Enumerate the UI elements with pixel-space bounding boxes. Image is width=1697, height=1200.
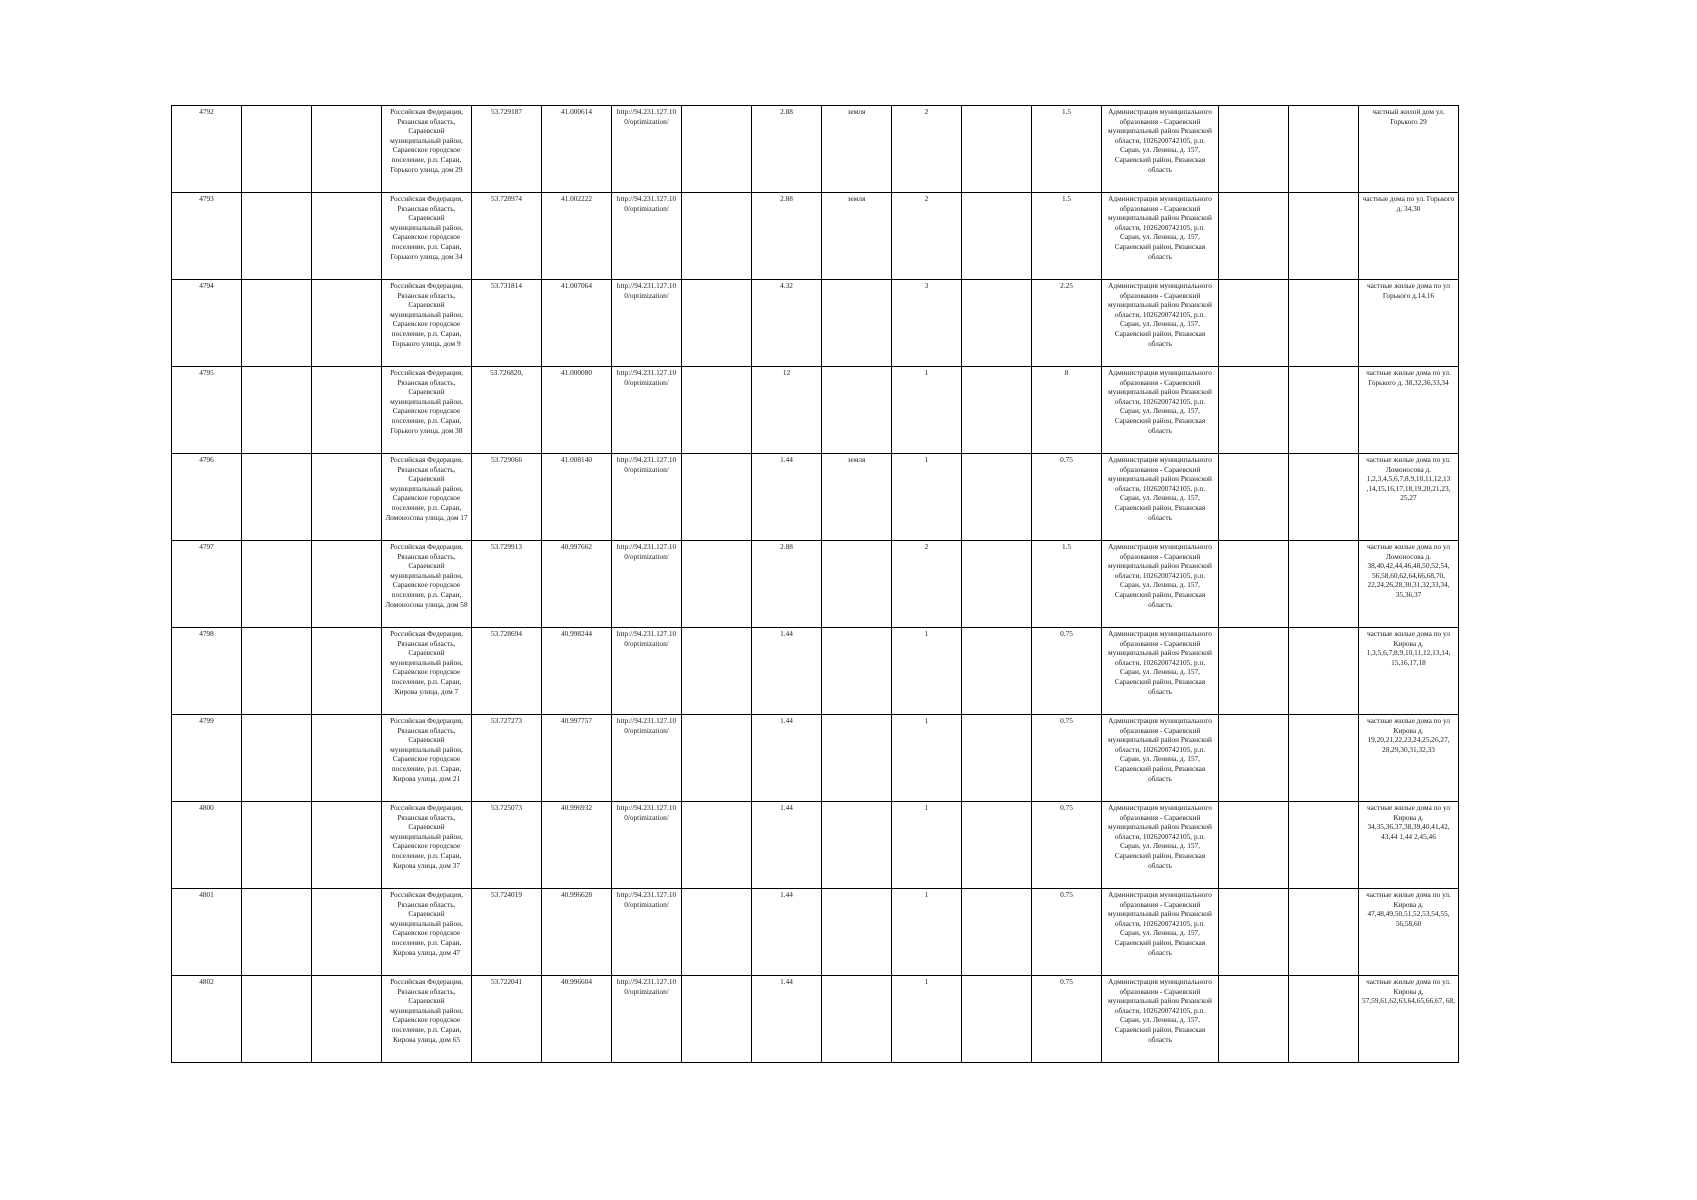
- table-row: [172, 367, 1459, 454]
- cell-id: 4795: [172, 367, 242, 454]
- cell-empty: [682, 541, 752, 628]
- cell-empty: [312, 802, 382, 889]
- cell-empty: [682, 976, 752, 1063]
- cell-waste-source: частные жилые дома по ул. Горького д. 38,32,36,33,34: [1359, 367, 1459, 454]
- cell-latitude: 53.724019: [472, 889, 542, 976]
- cell-area: 1.44: [752, 454, 822, 541]
- cell-address: Российская Федерация, Рязанская область, Сараевский муниципальный район, Сараевское городское поселение, р.п. Сараи, Горького улица, дом 34: [382, 193, 472, 280]
- cell-material: [822, 802, 892, 889]
- cell-latitude: 53.725073: [472, 802, 542, 889]
- cell-containers: 1: [892, 454, 962, 541]
- cell-id: 4796: [172, 454, 242, 541]
- table-row: [172, 628, 1459, 715]
- cell-containers: 1: [892, 889, 962, 976]
- table-row: [172, 193, 1459, 280]
- cell-id: 4801: [172, 889, 242, 976]
- cell-material: земля: [822, 454, 892, 541]
- cell-volume: 0.75: [1032, 976, 1102, 1063]
- cell-waste-source: частные жилые дома по ул. Кирова д. 57,59,61,62,63,64,65,66,67, 68,: [1359, 976, 1459, 1063]
- cell-longitude: 40.996604: [542, 976, 612, 1063]
- cell-area: 4.32: [752, 280, 822, 367]
- cell-link[interactable]: http://94.231.127.10 0/optimization/: [612, 889, 682, 976]
- cell-empty: [962, 889, 1032, 976]
- registry-table: [171, 105, 1459, 1063]
- cell-containers: 2: [892, 106, 962, 193]
- cell-empty: [962, 454, 1032, 541]
- cell-empty: [682, 280, 752, 367]
- cell-address: Российская Федерация, Рязанская область, Сараевский муниципальный район, Сараевское городское поселение, р.п. Сараи, Кирова улица, дом 47: [382, 889, 472, 976]
- cell-longitude: 40.996932: [542, 802, 612, 889]
- cell-latitude: 53.729913: [472, 541, 542, 628]
- cell-empty: [1219, 106, 1289, 193]
- cell-empty: [682, 367, 752, 454]
- cell-address: Российская Федерация, Рязанская область, Сараевский муниципальный район, Сараевское городское поселение, р.п. Сараи, Ломоносова улица, дом 58: [382, 541, 472, 628]
- cell-address: Российская Федерация, Рязанская область, Сараевский муниципальный район, Сараевское городское поселение, р.п. Сараи, Кирова улица, дом 65: [382, 976, 472, 1063]
- cell-empty: [312, 976, 382, 1063]
- cell-material: [822, 628, 892, 715]
- cell-containers: 2: [892, 193, 962, 280]
- cell-material: [822, 889, 892, 976]
- cell-empty: [312, 541, 382, 628]
- cell-empty: [242, 367, 312, 454]
- cell-area: 1.44: [752, 889, 822, 976]
- cell-empty: [682, 715, 752, 802]
- cell-link[interactable]: http://94.231.127.10 0/optimization/: [612, 454, 682, 541]
- cell-address: Российская Федерация, Рязанская область, Сараевский муниципальный район, Сараевское городское поселение, р.п. Сараи, Горького улица, дом 29: [382, 106, 472, 193]
- cell-link[interactable]: http://94.231.127.10 0/optimization/: [612, 193, 682, 280]
- cell-empty: [242, 715, 312, 802]
- cell-empty: [682, 193, 752, 280]
- cell-area: 1.44: [752, 976, 822, 1063]
- cell-empty: [1219, 541, 1289, 628]
- table-row: [172, 889, 1459, 976]
- cell-empty: [242, 280, 312, 367]
- cell-link[interactable]: http://94.231.127.10 0/optimization/: [612, 976, 682, 1063]
- cell-latitude: 53.729066: [472, 454, 542, 541]
- cell-waste-source: частные жилые дома по ул Кирова д. 34,35,36,37,38,39,40,41,42, 43,44 1,44 2,45,46: [1359, 802, 1459, 889]
- cell-owner: Администрация муниципального образования - Сараевский муниципальный район Рязанской области, 1026200742105, р.п. Сараи, ул. Ленина, д. 157, Сараевский район, Рязанская область: [1102, 280, 1219, 367]
- cell-empty: [242, 802, 312, 889]
- cell-volume: 1.5: [1032, 106, 1102, 193]
- cell-empty: [962, 976, 1032, 1063]
- cell-empty: [312, 193, 382, 280]
- table-row: [172, 106, 1459, 193]
- cell-empty: [1289, 106, 1359, 193]
- cell-latitude: 53.728974: [472, 193, 542, 280]
- cell-empty: [1289, 802, 1359, 889]
- cell-empty: [312, 454, 382, 541]
- cell-owner: Администрация муниципального образования - Сараевский муниципальный район Рязанской области, 1026200742105, р.п. Сараи, ул. Ленина, д. 157, Сараевский район, Рязанская область: [1102, 802, 1219, 889]
- cell-id: 4798: [172, 628, 242, 715]
- cell-empty: [1289, 193, 1359, 280]
- cell-longitude: 41.007064: [542, 280, 612, 367]
- cell-empty: [242, 193, 312, 280]
- cell-empty: [312, 628, 382, 715]
- cell-area: 1.44: [752, 715, 822, 802]
- cell-empty: [962, 715, 1032, 802]
- cell-empty: [242, 628, 312, 715]
- cell-material: [822, 715, 892, 802]
- cell-empty: [1219, 715, 1289, 802]
- cell-latitude: 53.722041: [472, 976, 542, 1063]
- cell-containers: 2: [892, 541, 962, 628]
- table-row: [172, 802, 1459, 889]
- cell-link[interactable]: http://94.231.127.10 0/optimization/: [612, 367, 682, 454]
- cell-empty: [242, 976, 312, 1063]
- cell-owner: Администрация муниципального образования - Сараевский муниципальный район Рязанской области, 1026200742105, р.п. Сараи, ул. Ленина, д. 157, Сараевский район, Рязанская область: [1102, 193, 1219, 280]
- cell-longitude: 41.008140: [542, 454, 612, 541]
- cell-address: Российская Федерация, Рязанская область, Сараевский муниципальный район, Сараевское городское поселение, р.п. Сараи, Горького улица, дом 38: [382, 367, 472, 454]
- cell-link[interactable]: http://94.231.127.10 0/optimization/: [612, 280, 682, 367]
- registry-body: [172, 106, 1459, 1063]
- cell-containers: 1: [892, 367, 962, 454]
- cell-containers: 1: [892, 976, 962, 1063]
- cell-latitude: 53.728694: [472, 628, 542, 715]
- cell-empty: [962, 193, 1032, 280]
- cell-empty: [1219, 802, 1289, 889]
- cell-longitude: 41.000614: [542, 106, 612, 193]
- cell-empty: [1219, 280, 1289, 367]
- cell-waste-source: частные жилые дома по ул Кирова д. 19,20,21,22,23,24,25,26,27, 28,29,30,31,32,33: [1359, 715, 1459, 802]
- cell-empty: [242, 454, 312, 541]
- cell-waste-source: частные дома по ул. Горького д. 34,30: [1359, 193, 1459, 280]
- cell-empty: [682, 106, 752, 193]
- cell-longitude: 40.996628: [542, 889, 612, 976]
- cell-link[interactable]: http://94.231.127.10 0/optimization/: [612, 541, 682, 628]
- cell-address: Российская Федерация, Рязанская область, Сараевский муниципальный район, Сараевское городское поселение, р.п. Сараи, Кирова улица, дом 21: [382, 715, 472, 802]
- cell-waste-source: частные жилые дома по ул. Кирова д. 47,48,49,50,51,52,53,54,55, 56,58,60: [1359, 889, 1459, 976]
- cell-link[interactable]: http://94.231.127.10 0/optimization/: [612, 106, 682, 193]
- cell-longitude: 40.998244: [542, 628, 612, 715]
- cell-empty: [1289, 367, 1359, 454]
- cell-empty: [1289, 454, 1359, 541]
- cell-link[interactable]: http://94.231.127.10 0/optimization/: [612, 628, 682, 715]
- cell-containers: 1: [892, 715, 962, 802]
- cell-longitude: 41.000080: [542, 367, 612, 454]
- cell-empty: [962, 541, 1032, 628]
- cell-empty: [1289, 889, 1359, 976]
- cell-owner: Администрация муниципального образования - Сараевский муниципальный район Рязанской области, 1026200742105, р.п. Сараи, ул. Ленина, д. 157, Сараевский район, Рязанская область: [1102, 454, 1219, 541]
- cell-empty: [962, 106, 1032, 193]
- cell-empty: [1219, 889, 1289, 976]
- cell-longitude: 40.997662: [542, 541, 612, 628]
- cell-empty: [1219, 193, 1289, 280]
- cell-latitude: 53.729187: [472, 106, 542, 193]
- cell-empty: [312, 715, 382, 802]
- cell-empty: [1219, 454, 1289, 541]
- cell-empty: [1289, 976, 1359, 1063]
- cell-empty: [682, 454, 752, 541]
- cell-empty: [1289, 715, 1359, 802]
- cell-empty: [312, 280, 382, 367]
- cell-empty: [242, 541, 312, 628]
- cell-id: 4800: [172, 802, 242, 889]
- cell-containers: 3: [892, 280, 962, 367]
- table-row: [172, 541, 1459, 628]
- table-row: [172, 715, 1459, 802]
- cell-material: земля: [822, 106, 892, 193]
- cell-address: Российская Федерация, Рязанская область, Сараевский муниципальный район, Сараевское городское поселение, р.п. Сараи, Кирова улица, дом 7: [382, 628, 472, 715]
- cell-latitude: 53.726820,: [472, 367, 542, 454]
- cell-owner: Администрация муниципального образования - Сараевский муниципальный район Рязанской области, 1026200742105, р.п. Сараи, ул. Ленина, д. 157, Сараевский район, Рязанская область: [1102, 715, 1219, 802]
- cell-containers: 1: [892, 802, 962, 889]
- cell-empty: [1219, 367, 1289, 454]
- cell-owner: Администрация муниципального образования - Сараевский муниципальный район Рязанской области, 1026200742105, р.п. Сараи, ул. Ленина, д. 157, Сараевский район, Рязанская область: [1102, 367, 1219, 454]
- cell-empty: [312, 367, 382, 454]
- table-row: [172, 976, 1459, 1063]
- cell-id: 4799: [172, 715, 242, 802]
- cell-longitude: 40.997757: [542, 715, 612, 802]
- cell-empty: [242, 106, 312, 193]
- cell-containers: 1: [892, 628, 962, 715]
- cell-address: Российская Федерация, Рязанская область, Сараевский муниципальный район, Сараевское городское поселение, р.п. Сараи, Горького улица, дом 9: [382, 280, 472, 367]
- cell-link[interactable]: http://94.231.127.10 0/optimization/: [612, 715, 682, 802]
- cell-id: 4794: [172, 280, 242, 367]
- cell-id: 4797: [172, 541, 242, 628]
- cell-empty: [1219, 976, 1289, 1063]
- cell-area: 2.88: [752, 193, 822, 280]
- cell-material: [822, 280, 892, 367]
- cell-link[interactable]: http://94.231.127.10 0/optimization/: [612, 802, 682, 889]
- cell-empty: [682, 889, 752, 976]
- cell-area: 2.88: [752, 106, 822, 193]
- cell-empty: [1289, 541, 1359, 628]
- cell-area: 1.44: [752, 628, 822, 715]
- cell-owner: Администрация муниципального образования - Сараевский муниципальный район Рязанской области, 1026200742105, р.п. Сараи, ул. Ленина, д. 157, Сараевский район, Рязанская область: [1102, 889, 1219, 976]
- cell-waste-source: частные жилые дома по ул Кирова д. 1,3,5,6,7,8,9,10,11,12,13,14, 15,16,17,18: [1359, 628, 1459, 715]
- cell-volume: 2.25: [1032, 280, 1102, 367]
- cell-empty: [312, 889, 382, 976]
- cell-owner: Администрация муниципального образования - Сараевский муниципальный район Рязанской области, 1026200742105, р.п. Сараи, ул. Ленина, д. 157, Сараевский район, Рязанская область: [1102, 106, 1219, 193]
- cell-address: Российская Федерация, Рязанская область, Сараевский муниципальный район, Сараевское городское поселение, р.п. Сараи, Ломоносова улица, дом 17: [382, 454, 472, 541]
- cell-empty: [682, 628, 752, 715]
- cell-waste-source: частные жилые дома по ул. Ломоносова д. 1,2,3,4,5,6,7,8,9,10,11,12,13 ,14,15,16,17,18,19,20,21,23, 25,27: [1359, 454, 1459, 541]
- cell-volume: 1.5: [1032, 541, 1102, 628]
- cell-latitude: 53.727273: [472, 715, 542, 802]
- cell-empty: [962, 367, 1032, 454]
- cell-empty: [312, 106, 382, 193]
- cell-empty: [1219, 628, 1289, 715]
- cell-area: 2.88: [752, 541, 822, 628]
- cell-address: Российская Федерация, Рязанская область, Сараевский муниципальный район, Сараевское городское поселение, р.п. Сараи, Кирова улица, дом 37: [382, 802, 472, 889]
- cell-material: [822, 367, 892, 454]
- cell-volume: 0.75: [1032, 715, 1102, 802]
- cell-id: 4792: [172, 106, 242, 193]
- cell-volume: 0.75: [1032, 454, 1102, 541]
- cell-area: 12: [752, 367, 822, 454]
- cell-waste-source: частный жилой дом ул. Горького 29: [1359, 106, 1459, 193]
- cell-empty: [962, 628, 1032, 715]
- cell-empty: [242, 889, 312, 976]
- cell-volume: 0.75: [1032, 889, 1102, 976]
- cell-id: 4793: [172, 193, 242, 280]
- cell-empty: [962, 280, 1032, 367]
- cell-owner: Администрация муниципального образования - Сараевский муниципальный район Рязанской области, 1026200742105, р.п. Сараи, ул. Ленина, д. 157, Сараевский район, Рязанская область: [1102, 976, 1219, 1063]
- cell-volume: 0.75: [1032, 628, 1102, 715]
- cell-waste-source: частные жилые дома по ул Ломоносова д. 38,40,42,44,46,48,50,52,54, 56,58,60,62,64,66,68,70, 22,24,26,28,30,31,32,33,34, 35,36,37: [1359, 541, 1459, 628]
- table-row: [172, 280, 1459, 367]
- cell-material: земля: [822, 193, 892, 280]
- cell-volume: 0.75: [1032, 802, 1102, 889]
- cell-material: [822, 976, 892, 1063]
- cell-volume: 8: [1032, 367, 1102, 454]
- cell-empty: [1289, 280, 1359, 367]
- cell-owner: Администрация муниципального образования - Сараевский муниципальный район Рязанской области, 1026200742105, р.п. Сараи, ул. Ленина, д. 157, Сараевский район, Рязанская область: [1102, 628, 1219, 715]
- cell-material: [822, 541, 892, 628]
- cell-empty: [682, 802, 752, 889]
- table-row: [172, 454, 1459, 541]
- cell-latitude: 53.731814: [472, 280, 542, 367]
- cell-area: 1.44: [752, 802, 822, 889]
- cell-longitude: 41.002222: [542, 193, 612, 280]
- cell-empty: [1289, 628, 1359, 715]
- cell-owner: Администрация муниципального образования - Сараевский муниципальный район Рязанской области, 1026200742105, р.п. Сараи, ул. Ленина, д. 157, Сараевский район, Рязанская область: [1102, 541, 1219, 628]
- cell-empty: [962, 802, 1032, 889]
- cell-id: 4802: [172, 976, 242, 1063]
- cell-volume: 1.5: [1032, 193, 1102, 280]
- cell-waste-source: частные жилые дома по ул Горького д.14,16: [1359, 280, 1459, 367]
